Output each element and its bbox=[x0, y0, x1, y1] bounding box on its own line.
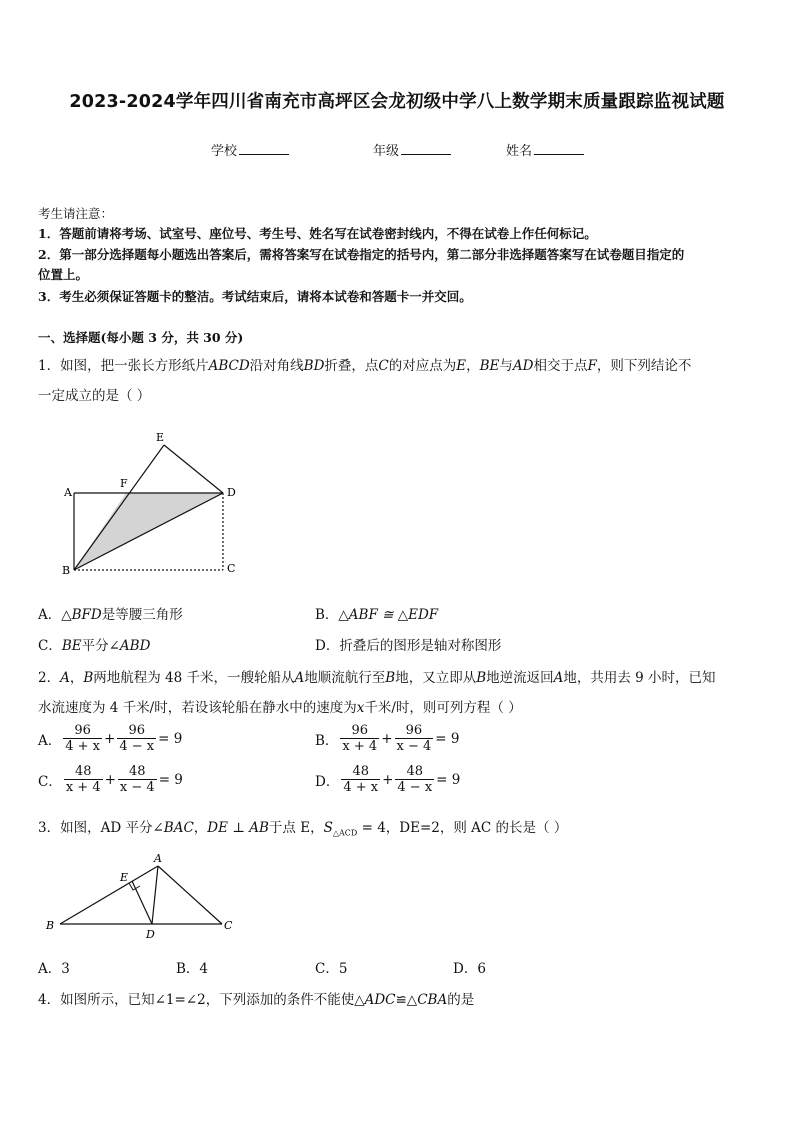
q1-option-d: D．折叠后的图形是轴对称图形 bbox=[315, 638, 502, 654]
q1-option-c: C．BE平分∠ABD bbox=[38, 638, 151, 654]
school-label: 学校 bbox=[211, 144, 238, 159]
segment-ad bbox=[152, 866, 158, 924]
label-a: A bbox=[154, 852, 162, 865]
q3-line: 3．如图，AD 平分∠BAC，DE ⊥ AB于点 E，$S_{\triangle ACD} = 4$，DE=2，则 AC 的长是（ ） bbox=[38, 820, 568, 838]
q3-option-c: C．5 bbox=[315, 961, 348, 977]
q2-option-a: A． $\frac{96}{4 + x}$ + $\frac{96}{4 - x}$ = 9 bbox=[38, 723, 183, 754]
label-c: C bbox=[224, 919, 233, 932]
label-d: D bbox=[146, 928, 155, 941]
name-blank bbox=[534, 142, 584, 155]
notice-item-3: 3．考生必须保证答题卡的整洁。考试结束后，请将本试卷和答题卡一并交回。 bbox=[38, 289, 472, 304]
q1-option-a: A．△BFD是等腰三角形 bbox=[38, 607, 183, 623]
label-e: E bbox=[120, 871, 129, 884]
segment-de bbox=[132, 881, 152, 924]
q3-option-d: D．6 bbox=[453, 961, 486, 977]
q1-figure bbox=[55, 428, 245, 578]
q2-line2: 水流速度为 4 千米/时，若设该轮船在静水中的速度为x千米/时，则可列方程（ ） bbox=[38, 700, 522, 716]
notice-item-2-line1: 2．第一部分选择题每小题选出答案后，需将答案写在试卷指定的括号内，第二部分非选择题答案写在试卷题目指定的 bbox=[38, 247, 685, 262]
q2-option-b: B． $\frac{96}{x + 4}$ + $\frac{96}{x - 4}$ = 9 bbox=[315, 723, 460, 754]
q1-line2: 一定成立的是（ ） bbox=[38, 388, 151, 404]
school-blank bbox=[239, 142, 289, 155]
name-field bbox=[506, 140, 584, 159]
notice-heading: 考生请注意： bbox=[38, 206, 114, 221]
school-field bbox=[211, 140, 289, 159]
segment-ac bbox=[158, 866, 222, 924]
section-heading: 一、选择题(每小题 3 分，共 30 分) bbox=[38, 330, 244, 345]
label-f: F bbox=[120, 477, 128, 490]
notice-item-1: 1．答题前请将考场、试室号、座位号、考生号、姓名写在试卷密封线内，不得在试卷上作任何标记。 bbox=[38, 226, 597, 241]
q1-line1: 1．如图，把一张长方形纸片ABCD沿对角线BD折叠，点C的对应点为E，BE与AD相交于点F，则下列结论不 bbox=[38, 358, 692, 374]
page-title: 2023-2024学年四川省南充市高坪区会龙初级中学八上数学期末质量跟踪监视试题 bbox=[69, 92, 725, 112]
q3-option-b: B．4 bbox=[176, 961, 209, 977]
label-c: C bbox=[227, 562, 236, 575]
grade-blank bbox=[401, 142, 451, 155]
q3-figure bbox=[40, 848, 250, 943]
q2-option-d: D． $\frac{48}{4 + x}$ + $\frac{48}{4 - x}$ = 9 bbox=[315, 764, 461, 795]
segment-ed bbox=[164, 445, 223, 493]
q2-line1: 2．A，B两地航程为 48 千米，一艘轮船从A地顺流航行至B地，又立即从B地逆流返回A地，共用去 9 小时，已知 bbox=[38, 670, 716, 686]
label-d: D bbox=[227, 486, 236, 499]
label-b: B bbox=[46, 919, 55, 932]
grade-label: 年级 bbox=[373, 144, 400, 159]
label-b: B bbox=[62, 564, 71, 577]
q4-line: 4．如图所示，已知∠1=∠2，下列添加的条件不能使△ADC≌△CBA的是 bbox=[38, 992, 475, 1008]
notice-item-2-line2: 位置上。 bbox=[38, 267, 89, 282]
q2-option-c: C． $\frac{48}{x + 4}$ + $\frac{48}{x - 4}$ = 9 bbox=[38, 764, 183, 795]
segment-ba bbox=[60, 866, 158, 924]
q1-option-b: B．△ABF ≅ △EDF bbox=[315, 607, 439, 623]
label-a: A bbox=[64, 486, 72, 499]
grade-field bbox=[373, 140, 451, 159]
name-label: 姓名 bbox=[506, 144, 533, 159]
q3-option-a: A．3 bbox=[38, 961, 70, 977]
label-e: E bbox=[156, 431, 165, 444]
